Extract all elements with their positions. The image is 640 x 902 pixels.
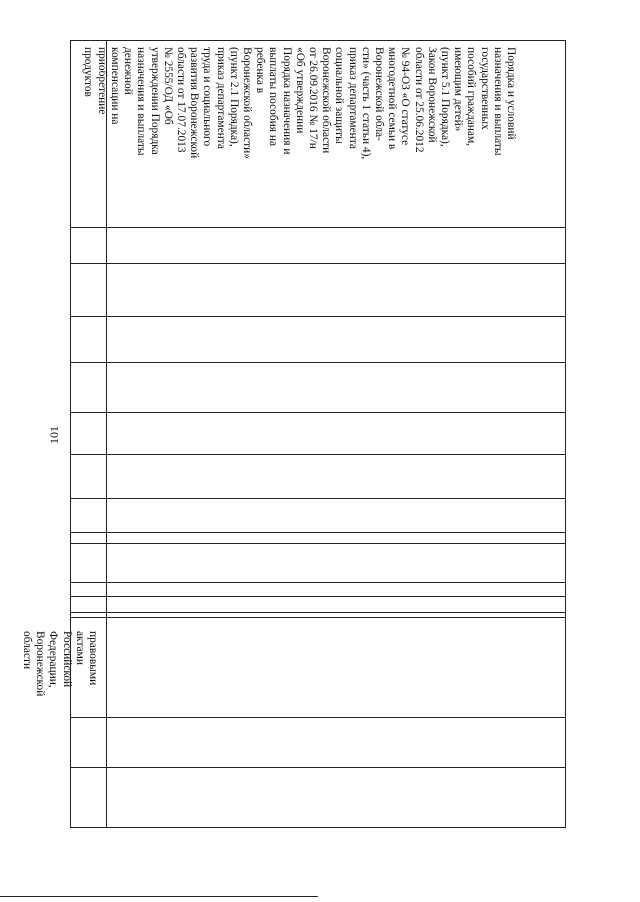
row-divider xyxy=(71,767,565,768)
row-divider xyxy=(71,227,565,228)
row-divider xyxy=(71,412,565,413)
row-divider xyxy=(71,362,565,363)
row-divider xyxy=(71,582,565,583)
page-footer-rule xyxy=(0,896,318,897)
row-divider xyxy=(71,612,565,613)
row-divider xyxy=(71,454,565,455)
row-divider xyxy=(71,263,565,264)
row-divider xyxy=(71,316,565,317)
row-divider xyxy=(71,617,565,618)
row-divider xyxy=(71,717,565,718)
legal-basis-text: Порядка и условий назначения и выплаты государственных пособий гражданам, имеющим детей» (пункт 5.1 Порядка), Закон Воронежской области от 25.06.2012 № 94-ОЗ «О статусе многодетной семьи в Воронежской обла- сти» (часть 1 статьи 4), приказ департамента социальной защиты Воронежской области от 26.09.2016 № 17/н «Об утверждении Порядка назначения и выплаты пособия на ребенка в Воронежской области» (пункт 2.1 Порядка), приказ департамента труда и социального развития Воронежской области от 17.07.2013 № 2555/ОД «Об утверждении Порядка назначения и выплаты денежной компенсации на приобретение продуктов xyxy=(82,47,517,160)
row-divider xyxy=(71,543,565,544)
legal-acts-text: правовыми актами Российской Федерации, Воронежской области xyxy=(20,631,99,697)
row-divider xyxy=(71,532,565,533)
row-divider xyxy=(71,596,565,597)
row-divider xyxy=(71,498,565,499)
page-number: 101 xyxy=(47,426,61,444)
